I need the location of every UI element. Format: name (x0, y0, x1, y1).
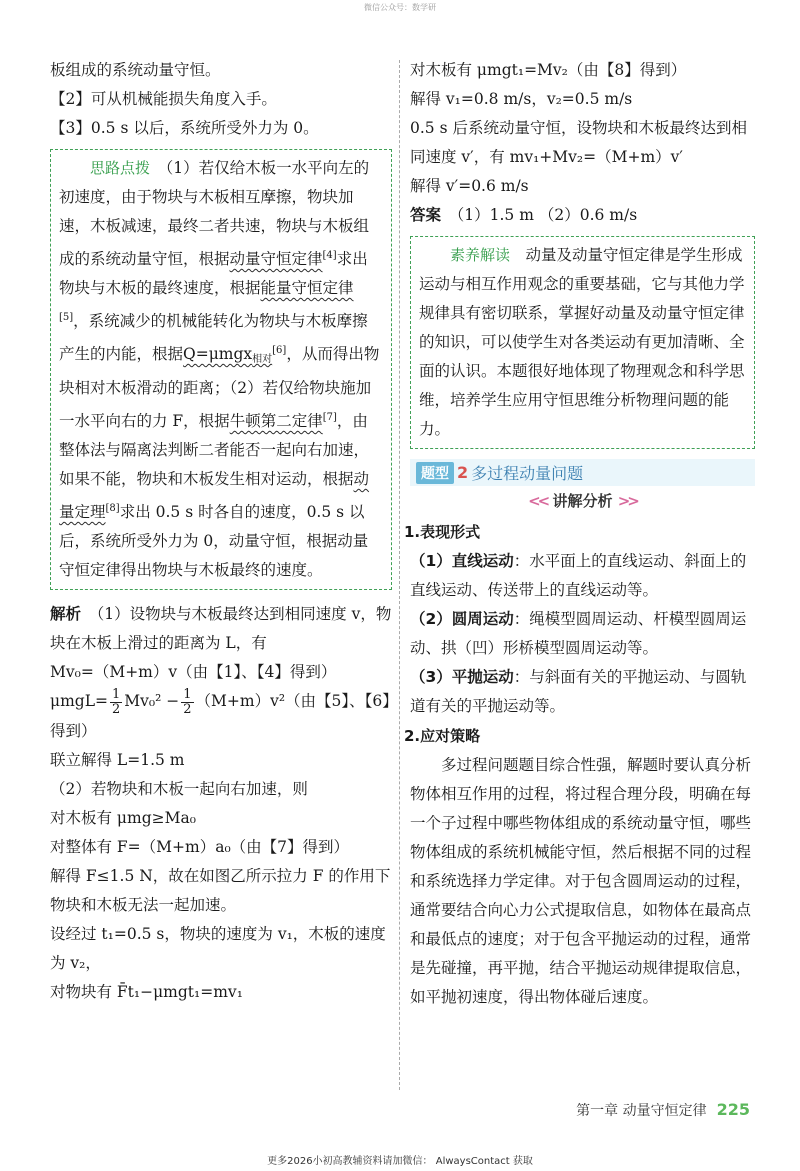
answer-line (410, 201, 755, 230)
bottom-note: 更多2026小初高教辅资料请加微信： AlwaysContact 获取 (267, 1156, 533, 1167)
eq-part: Mv₀² − (124, 692, 180, 710)
text-line: 解得 F≤1.5 N，故在如图乙所示拉力 F 的作用下物块和木板无法一起加速。 (50, 866, 391, 914)
list-item-label: （1）直线运动 (410, 552, 514, 570)
literacy-box (410, 236, 755, 449)
answer-text: （1）1.5 m （2）0.6 m/s (456, 206, 638, 224)
tip-formula: Q=μmgx (183, 345, 253, 363)
page-footer (576, 1100, 750, 1120)
tip-box (50, 149, 392, 590)
tip-label: 思路点拨 (90, 159, 151, 177)
tip-keyword: 动量定理 (59, 470, 370, 521)
chapter-title: 第一章 动量守恒定律 (576, 1103, 707, 1119)
strategy-paragraph: 多过程问题题目综合性强，解题时要认真分析物体相互作用的过程，将过程合理分段，明确在每一个子过程中哪些物体组成的系统动量守恒，哪些物体组成的系统机械能守恒，然后根据不同的过程和系统选择力学定律。对于包含圆周运动的过程，通常要结合向心力公式提取信息，如物体在最高点和最低点的速度；对于包含平抛运动的过程，通常是先碰撞，再平抛，结合平抛运动规律提取信息，如平抛初速度，得出物体碰后速度。 (410, 756, 752, 1006)
answer-label: 答案 (410, 206, 442, 224)
tip-keyword: 动量守恒定律 (229, 250, 323, 268)
text-line: 0.5 s 后系统动量守恒，设物块和木板最终达到相同速度 v′，有 mv₁+Mv₂=（M+m）v′ (410, 119, 747, 166)
text-line: 对物块有 F̄t₁−μmgt₁=mv₁ (50, 982, 243, 1001)
text-line: 对整体有 F=（M+m）a₀（由【7】得到） (50, 837, 350, 856)
tip-formula-sub: 相对 (252, 354, 273, 365)
text-line: 解得 v′=0.6 m/s (410, 177, 529, 195)
tip-ref: [8] (105, 503, 120, 514)
double-chevron-right-icon: >> (617, 492, 637, 510)
literacy-label: 素养解读 (450, 246, 511, 264)
frac-den: 2 (183, 701, 192, 717)
list-item-text: ：水平面上的直线运动、斜面上的直线运动、传送带上的直线运动等。 (410, 552, 747, 599)
text-line: 板组成的系统动量守恒。 (50, 61, 221, 79)
section-heading: 1.表现形式 (404, 523, 481, 541)
tip-ref: [5] (59, 312, 74, 323)
fraction (181, 688, 193, 717)
tip-ref: [4] (322, 250, 337, 261)
text-line: 设经过 t₁=0.5 s，物块的速度为 v₁，木板的速度为 v₂， (50, 924, 386, 972)
list-item (410, 547, 755, 605)
column-divider (399, 60, 400, 1090)
analysis-heading (410, 490, 755, 511)
tip-text: 求出 0.5 s 时各自的速度，0.5 s 以后，系统所受外力为 0，动量守恒，根据动量守恒定律得出物块与木板最终的速度。 (59, 503, 369, 579)
tip-text: 求出物块与木板的最终速度，根据 (59, 250, 368, 297)
literacy-text: 动量及动量守恒定律是学生形成运动与相互作用观念的重要基础，它与其他力学规律具有密切联系，掌握好动量及动量守恒定律的知识，可以使学生对各类运动有更加清晰、全面的认识。本题很好地体现了物理观念和科学思维，培养学生应用守恒思维分析物理问题的能力。 (419, 246, 745, 438)
tip-text: ，系统减少的机械能转化为物块与木板摩擦产生的内能，根据 (59, 312, 368, 363)
eq-part: μmgL= (50, 692, 108, 710)
tip-text: （1）若仅给木板一水平向左的初速度，由于物块与木板相互摩擦，物块加速，木板减速，最终二者共速，物块与木板组成的系统动量守恒，根据 (59, 159, 370, 268)
fraction (110, 688, 122, 717)
literacy-paragraph (419, 241, 746, 444)
text-line: 【2】可从机械能损失角度入手。 (50, 90, 277, 108)
list-item (410, 605, 755, 663)
tip-ref: [7] (322, 412, 337, 423)
list-item (410, 663, 755, 721)
list-item-label: （3）平抛运动 (410, 668, 514, 686)
question-type-title: 多过程动量问题 (471, 464, 584, 483)
text-line: 联立解得 L=1.5 m (50, 750, 185, 769)
text-line: （2）若物块和木板一起向右加速，则 (50, 779, 308, 798)
tip-keyword (183, 345, 272, 363)
left-column (50, 56, 392, 1007)
solution-text: （1）设物块与木板最终达到相同速度 v，物块在木板上滑过的距离为 L，有 (50, 605, 392, 652)
top-watermark: 微信公众号：数学研 (364, 3, 436, 12)
question-type-badge: 题型 (416, 462, 454, 484)
frac-num: 1 (111, 686, 121, 702)
text-line: 解得 v₁=0.8 m/s，v₂=0.5 m/s (410, 90, 633, 108)
text-line: 对木板有 μmg≥Ma₀ (50, 808, 196, 827)
equation (50, 687, 392, 746)
list-item-text: ：与斜面有关的平抛运动、与圆轨道有关的平抛运动等。 (410, 668, 747, 715)
text-line: 对木板有 μmgt₁=Mv₂（由【8】得到） (410, 61, 687, 79)
list-item-text: ：绳模型圆周运动、杆模型圆周运动、拱（凹）形桥模型圆周运动等。 (410, 610, 747, 657)
solution-label: 解析 (50, 605, 82, 623)
tip-keyword: 牛顿第二定律 (229, 412, 323, 430)
equation: Mv₀=（M+m）v（由【1】、【4】得到） (50, 663, 337, 681)
list-item-label: （2）圆周运动 (410, 610, 514, 628)
analysis-heading-text: 讲解分析 (552, 492, 613, 510)
right-column (404, 56, 755, 1012)
text-line: 【3】0.5 s 以后，系统所受外力为 0。 (50, 119, 319, 137)
eq-part: （M+m）v²（由【5】、【6】得到） (50, 692, 391, 740)
section-heading: 2.应对策略 (404, 727, 481, 745)
tip-keyword: 能量守恒定律 (260, 279, 354, 297)
tip-ref: [6] (272, 345, 287, 356)
tip-text: ，由整体法与隔离法判断二者能否一起向右加速，如果不能，物块和木板发生相对运动，根据 (59, 412, 370, 488)
tip-paragraph (59, 154, 383, 585)
tip-text: ，从而得出物块相对木板滑动的距离；（2）若仅给物块施加一水平向右的力 F，根据 (59, 345, 380, 430)
solution-paragraph (50, 600, 392, 658)
double-chevron-left-icon: << (528, 492, 548, 510)
question-type-number: 2 (457, 463, 469, 482)
page-number: 225 (716, 1100, 750, 1119)
question-type-header (410, 459, 755, 486)
frac-num: 1 (183, 686, 192, 702)
frac-den: 2 (111, 701, 121, 717)
